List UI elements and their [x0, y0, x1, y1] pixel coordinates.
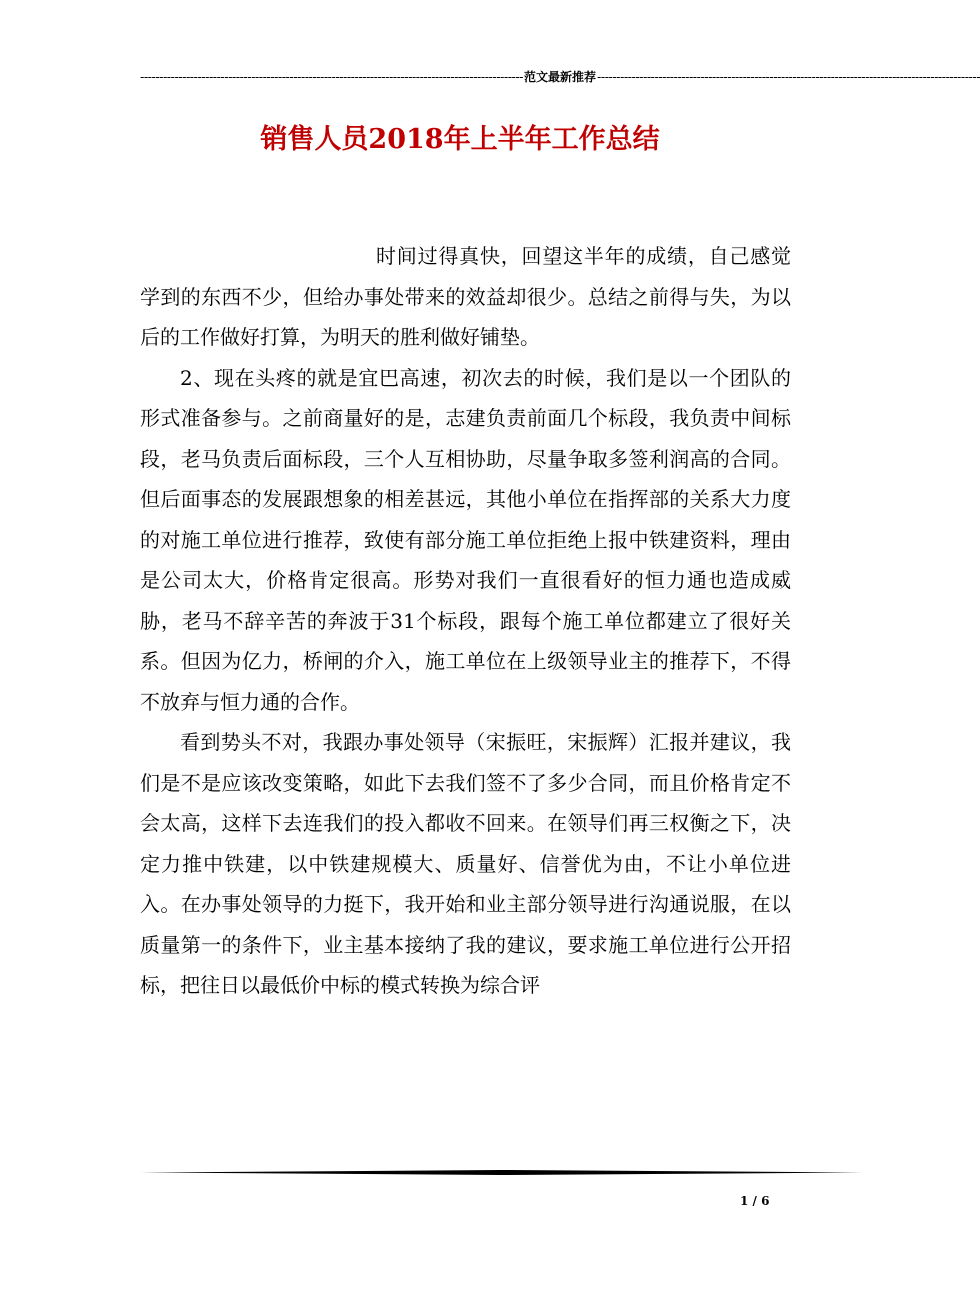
page-header — [140, 70, 980, 84]
footer-rule — [140, 1170, 863, 1175]
paragraph-yiba-expressway: 2、现在头疼的就是宜巴高速，初次去的时候，我们是以一个团队的形式准备参与。之前商量好的是，志建负责前面几个标段，我负责中间标段，老马负责后面标段，三个人互相协助，尽量争取多签利润高的合同。但后面事态的发展跟想象的相差甚远，其他小单位在指挥部的关系大力度的对施工单位进行推荐，致使有部分施工单位拒绝上报中铁建资料，理由是公司太大，价格肯定很高。形势对我们一直很看好的恒力通也造成威胁，老马不辞辛苦的奔波于31个标段，跟每个施工单位都建立了很好关系。但因为亿力，桥闸的介入，施工单位在上级领导业主的推荐下，不得不放弃与恒力通的合作。 — [140, 365, 791, 714]
document-body — [140, 236, 791, 1006]
header-dashes-right: ---------------------------------------------------------------------------------------------------- — [597, 70, 980, 84]
document-title: 销售人员2018年上半年工作总结 — [260, 124, 660, 155]
paragraph-intro: 时间过得真快，回望这半年的成绩，自己感觉学到的东西不少，但给办事处带来的效益却很少。总结之前得与失，为以后的工作做好打算，为明天的胜利做好铺垫。 — [140, 244, 791, 349]
header-label: 范文最新推荐 — [524, 70, 597, 84]
header-dashes-left: ---------------------------------------------------------------------------------------------------- — [140, 70, 524, 84]
page-number: 1 / 6 — [740, 1194, 770, 1208]
paragraph-strategy-change: 看到势头不对，我跟办事处领导（宋振旺，宋振辉）汇报并建议，我们是不是应该改变策略，如此下去我们签不了多少合同，而且价格肯定不会太高，这样下去连我们的投入都收不回来。在领导们再三权衡之下，决定力推中铁建，以中铁建规模大、质量好、信誉优为由，不让小单位进入。在办事处领导的力挺下，我开始和业主部分领导进行沟通说服，在以质量第一的条件下，业主基本接纳了我的建议，要求施工单位进行公开招标，把往日以最低价中标的模式转换为综合评 — [140, 730, 791, 997]
